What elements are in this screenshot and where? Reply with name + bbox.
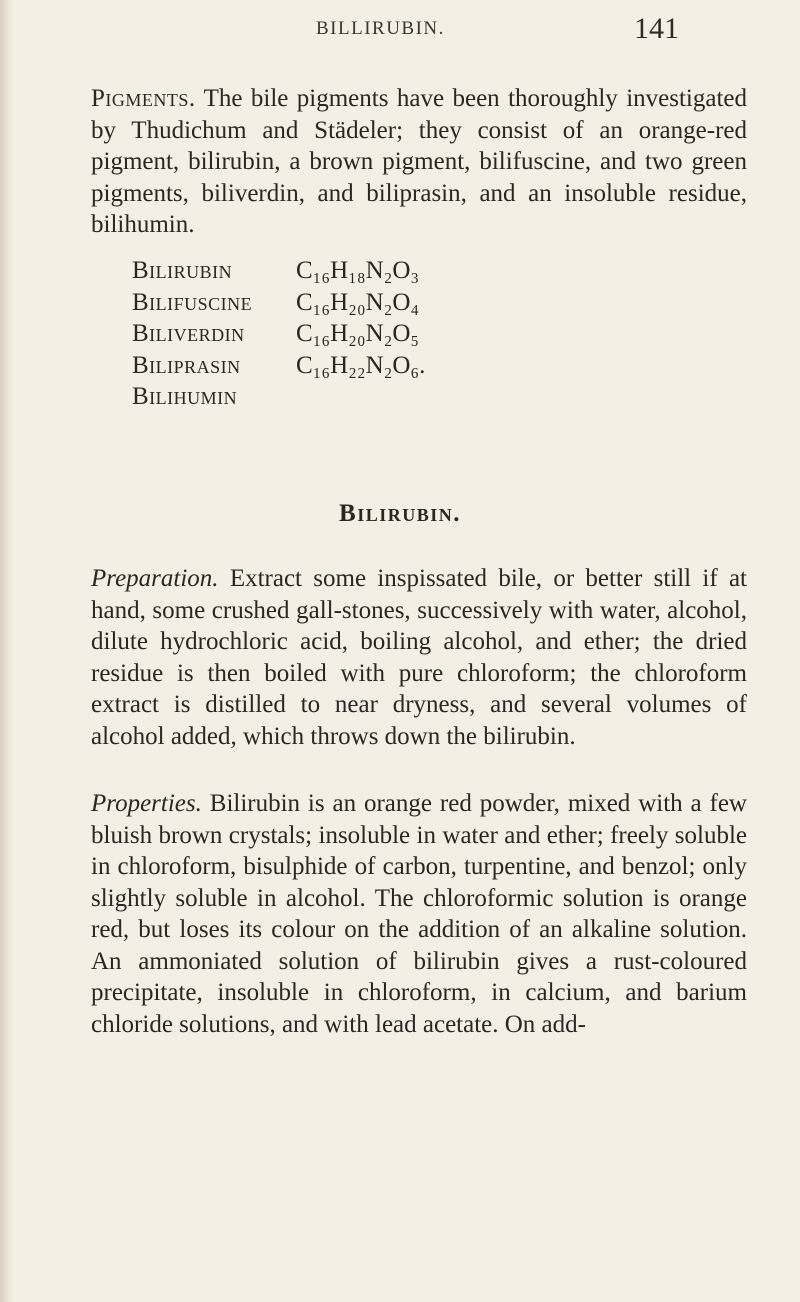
formula-row bbox=[132, 318, 425, 350]
properties-lead: Properties. bbox=[91, 790, 202, 817]
pigment-name: Biliverdin bbox=[132, 320, 245, 347]
properties-paragraph bbox=[67, 788, 747, 1040]
pigments-paragraph bbox=[67, 83, 747, 241]
section-heading: Bilirubin. bbox=[339, 500, 461, 527]
page-gutter-shadow bbox=[0, 0, 14, 1302]
page-number: 141 bbox=[634, 12, 679, 45]
pigment-formula: C₁₆H₂₀N₂O₄ bbox=[296, 288, 420, 316]
pigment-name: Biliprasin bbox=[132, 351, 241, 379]
preparation-paragraph bbox=[67, 563, 747, 752]
formula-row bbox=[132, 287, 425, 319]
running-head bbox=[0, 8, 800, 52]
properties-text: Bilirubin is an orange red powder, mixed with a few bluish brown crystals; insoluble in water and ether; freely soluble in chloroform, bisulphide of carbon, turpentine, and benzol; only slightly soluble in alcohol. The chloroformic solution is orange red, but loses its colour on the addition of an alkaline solution. An ammoniated solution of bilirubin gives a rust-coloured precipitate, insoluble in chloroform, in calcium, and barium chloride solutions, and with lead acetate. On add- bbox=[91, 790, 747, 1038]
pigment-formula: C₁₆H₂₂N₂O₆. bbox=[296, 351, 426, 379]
pigment-name: Bilihumin bbox=[132, 383, 238, 410]
formula-row bbox=[132, 255, 425, 287]
formula-row bbox=[132, 381, 425, 413]
pigment-name: Bilifuscine bbox=[132, 288, 253, 316]
pigment-formula: C₁₆H₂₀N₂O₅ bbox=[296, 320, 420, 347]
pigments-lead: Pigments. bbox=[91, 85, 196, 112]
formula-table bbox=[132, 255, 425, 413]
preparation-lead: Preparation. bbox=[91, 565, 219, 592]
running-title: BILLIRUBIN. bbox=[316, 18, 445, 39]
pigment-formula: C₁₆H₁₈N₂O₃ bbox=[296, 257, 420, 284]
pigments-text: The bile pigments have been thoroughly investigated by Thudichum and Städeler; they consist of an orange-red pigment, bilirubin, a brown pigment, bilifuscine, and two green pigments, biliverdin, and biliprasin, and an insoluble residue, bilihumin. bbox=[91, 85, 747, 238]
preparation-text: Extract some inspissated bile, or better still if at hand, some crushed gall-stones, successively with water, alcohol, dilute hydrochloric acid, boiling alcohol, and ether; the dried residue is then boiled with pure chloroform; the chloroform extract is distilled to near dryness, and several volumes of alcohol added, which throws down the bilirubin. bbox=[91, 565, 747, 750]
formula-row bbox=[132, 350, 425, 382]
pigment-name: Bilirubin bbox=[132, 257, 233, 284]
